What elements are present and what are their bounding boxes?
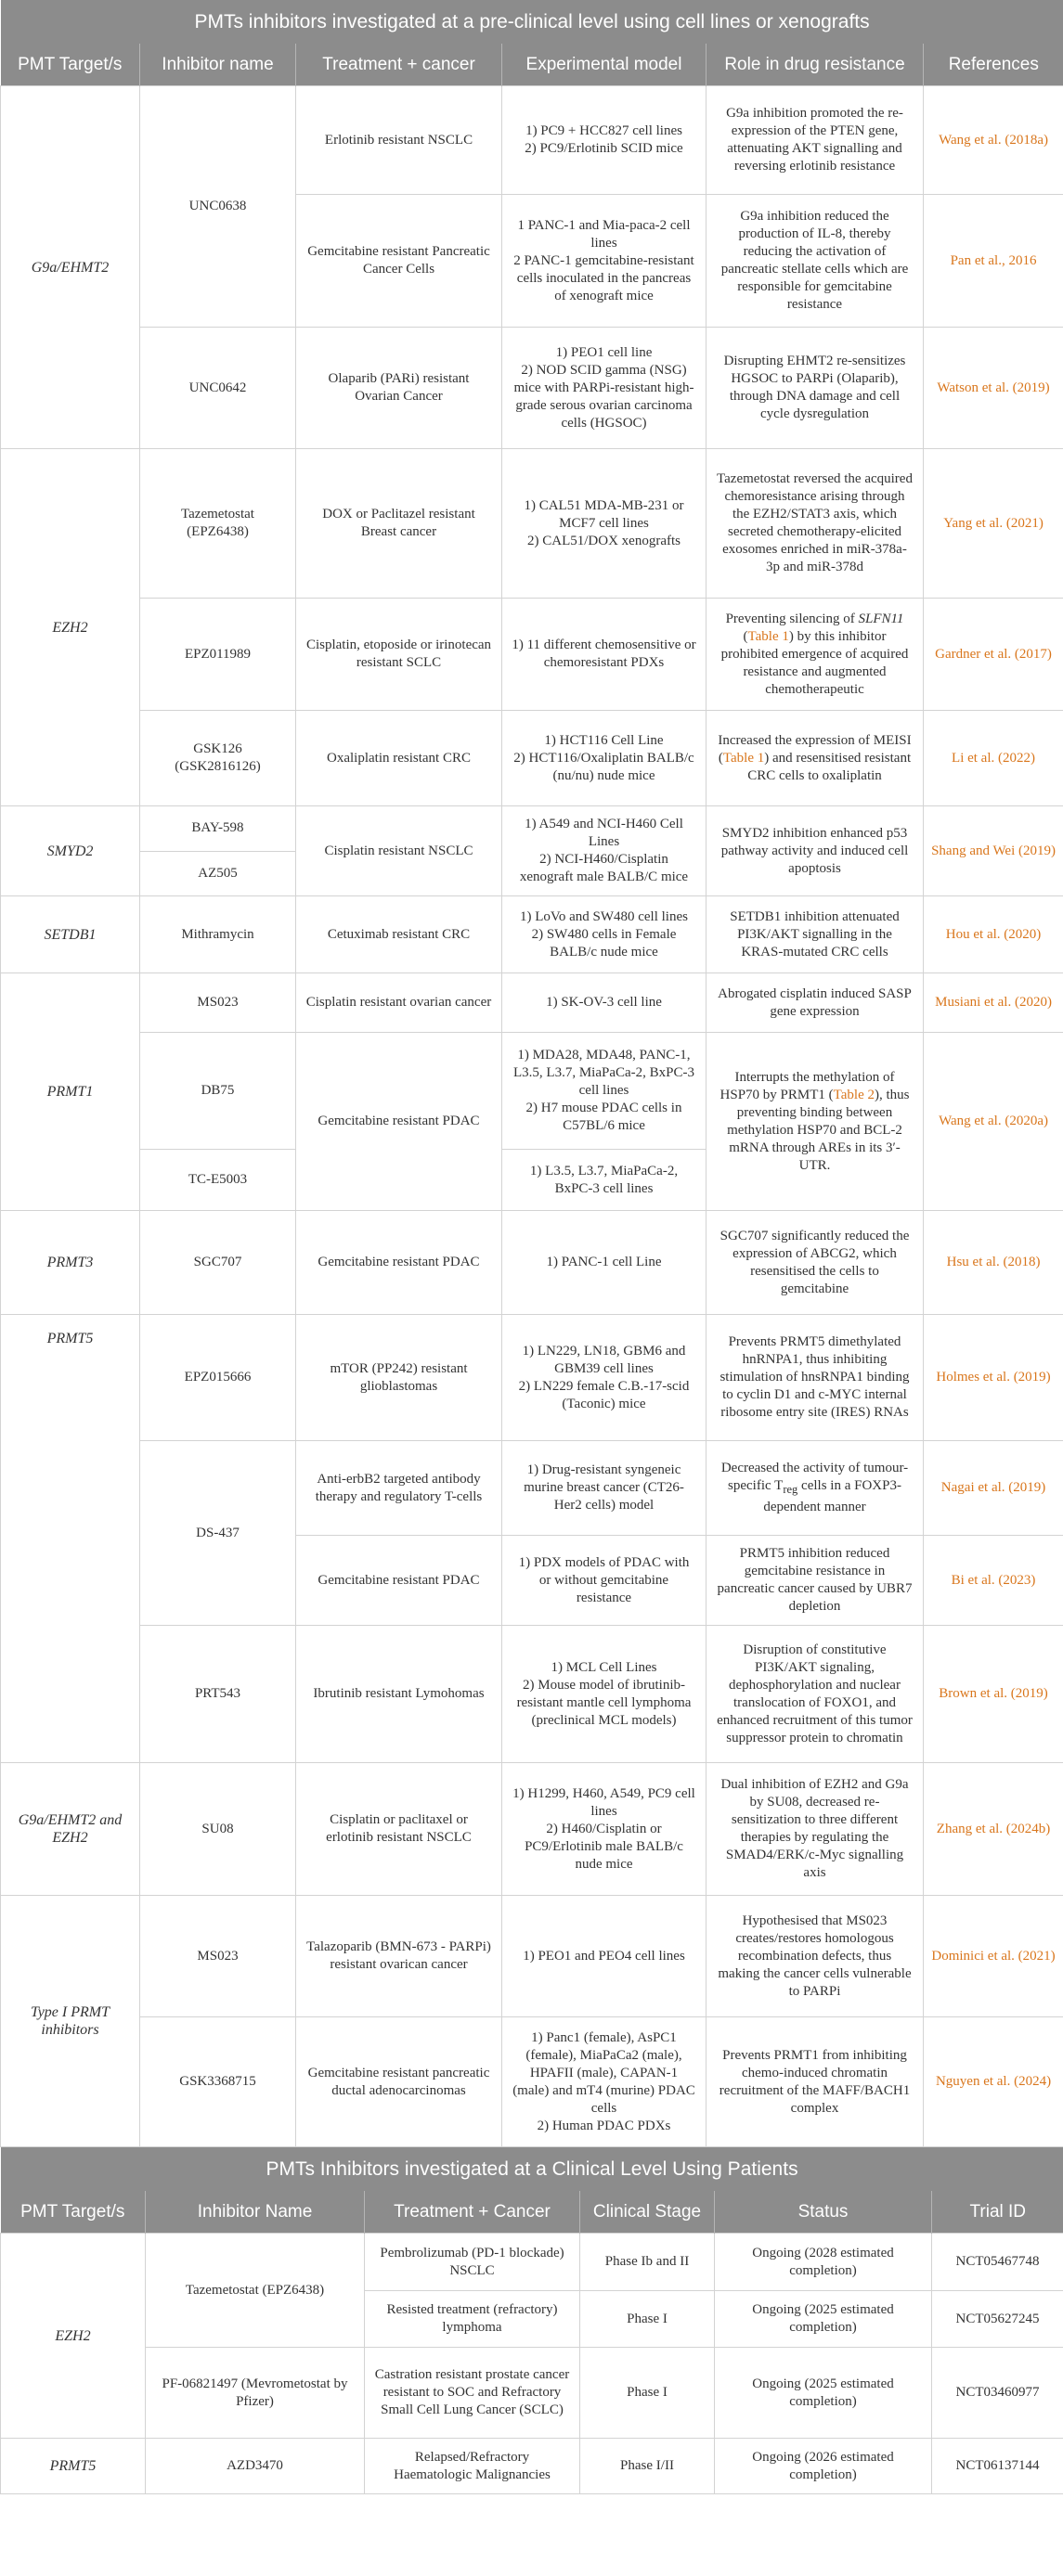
inhibitor-cell: DS-437 [140, 1441, 296, 1626]
col-header-status: Status [715, 2191, 932, 2234]
model-line: 2) PC9/Erlotinib SCID mice [525, 141, 683, 156]
table-row [1, 973, 1063, 1033]
target-cell: EZH2 [1, 2234, 146, 2439]
col-header-model: Experimental model [502, 44, 707, 86]
model-cell: 1) SK-OV-3 cell line [502, 973, 707, 1033]
table-row [1, 599, 1063, 711]
reference-link[interactable]: Brown et al. (2019) [924, 1626, 1063, 1763]
role-cell: PRMT5 inhibition reduced gemcitabine resistance in pancreatic cancer caused by UBR7 depletion [707, 1536, 924, 1626]
role-cell: Dual inhibition of EZH2 and G9a by SU08, decreased re-sensitization to three different therapies by regulating the SMAD4/ERK/c-Myc signalling axis [707, 1763, 924, 1896]
reference-link[interactable]: Shang and Wei (2019) [924, 806, 1063, 896]
model-line: 1 PANC-1 and Mia-paca-2 cell lines [517, 217, 691, 251]
model-cell [502, 449, 707, 599]
model-cell: 1) PEO1 and PEO4 cell lines [502, 1896, 707, 2017]
model-cell [502, 328, 707, 449]
reference-link[interactable]: Musiani et al. (2020) [924, 973, 1063, 1033]
inhibitor-cell: Tazemetostat (EPZ6438) [146, 2234, 365, 2348]
treatment-cell: Relapsed/Refractory Haematologic Malignancies [365, 2439, 580, 2494]
reference-link[interactable]: Li et al. (2022) [924, 711, 1063, 806]
treatment-cell: Cetuximab resistant CRC [296, 896, 502, 973]
reference-link[interactable]: Gardner et al. (2017) [924, 599, 1063, 711]
model-cell: 1) Drug-resistant syngeneic murine breast cancer (CT26-Her2 cells) model [502, 1441, 707, 1536]
role-cell [707, 1441, 924, 1536]
inhibitor-cell: SU08 [140, 1763, 296, 1896]
model-cell [502, 86, 707, 195]
role-text: Interrupts the methylation of HSP70 by PRMT1 ( [719, 1069, 895, 1102]
target-cell: SMYD2 [1, 806, 140, 896]
table-link[interactable]: Table 2 [833, 1087, 875, 1102]
target-cell: G9a/EHMT2 and EZH2 [1, 1763, 140, 1896]
model-line: 1) PC9 + HCC827 cell lines [525, 123, 682, 138]
inhibitor-cell: DB75 [140, 1033, 296, 1150]
target-cell: G9a/EHMT2 [1, 86, 140, 449]
table-row [1, 1441, 1063, 1536]
table-row [1, 711, 1063, 806]
target-cell: PRMT5 [1, 1315, 140, 1763]
table-row [1, 1211, 1063, 1315]
col-header-treatment: Treatment + cancer [296, 44, 502, 86]
treatment-cell: Cisplatin, etoposide or irinotecan resistant SCLC [296, 599, 502, 711]
col-header-stage: Clinical Stage [580, 2191, 715, 2234]
model-line: 1) H1299, H460, A549, PC9 cell lines [512, 1785, 695, 1819]
role-text: Decreased the activity of tumour-specific T [720, 1461, 909, 1493]
table-link[interactable]: Table 1 [747, 628, 789, 644]
role-text: cells in a FOXP3-dependent manner [763, 1478, 901, 1514]
model-line: 2) HCT116/Oxaliplatin BALB/c (nu/nu) nude mice [513, 750, 694, 783]
status-cell: Ongoing (2028 estimated completion) [715, 2234, 932, 2291]
inhibitor-cell: EPZ015666 [140, 1315, 296, 1441]
table-row [1, 1626, 1063, 1763]
trial-id-cell: NCT06137144 [932, 2439, 1063, 2494]
role-text: ) and resensitised resistant CRC cells to oxaliplatin [747, 750, 912, 783]
stage-cell: Phase I [580, 2348, 715, 2439]
role-cell: SMYD2 inhibition enhanced p53 pathway activity and induced cell apoptosis [707, 806, 924, 896]
model-line: 2 PANC-1 gemcitabine-resistant cells inoculated in the pancreas of xenograft mice [513, 252, 694, 303]
inhibitor-cell: TC-E5003 [140, 1150, 296, 1211]
reference-link[interactable]: Zhang et al. (2024b) [924, 1763, 1063, 1896]
model-cell: 1) PDX models of PDAC with or without gemcitabine resistance [502, 1536, 707, 1626]
treatment-cell: Gemcitabine resistant PDAC [296, 1211, 502, 1315]
reference-link[interactable]: Pan et al., 2016 [924, 195, 1063, 328]
model-line: 1) LN229, LN18, GBM6 and GBM39 cell lines [522, 1343, 686, 1376]
model-cell [502, 2017, 707, 2147]
inhibitor-cell: UNC0638 [140, 86, 296, 328]
role-cell: Abrogated cisplatin induced SASP gene expression [707, 973, 924, 1033]
inhibitor-cell: PF-06821497 (Mevrometostat by Pfizer) [146, 2348, 365, 2439]
trial-id-cell: NCT03460977 [932, 2348, 1063, 2439]
treatment-cell: Olaparib (PARi) resistant Ovarian Cancer [296, 328, 502, 449]
role-cell [707, 711, 924, 806]
role-text: ) by this inhibitor prohibited emergence of acquired resistance and augmented chemotherapeutic [720, 628, 909, 697]
reference-link[interactable]: Hou et al. (2020) [924, 896, 1063, 973]
clinical-table [0, 2147, 1063, 2494]
inhibitor-cell: Tazemetostat (EPZ6438) [140, 449, 296, 599]
inhibitor-cell: AZD3470 [146, 2439, 365, 2494]
model-line: 2) Human PDAC PDXs [537, 2118, 671, 2133]
role-cell: Prevents PRMT5 dimethylated hnRNPA1, thus inhibiting stimulation of hnsRNPA1 binding to cyclin D1 and c-MYC internal ribosome entry site (IRES) RNAs [707, 1315, 924, 1441]
model-line: 1) HCT116 Cell Line [544, 732, 664, 748]
table-row [1, 2439, 1063, 2494]
role-cell: G9a inhibition promoted the re-expression of the PTEN gene, attenuating AKT signalling and reversing erlotinib resistance [707, 86, 924, 195]
table-row [1, 1763, 1063, 1896]
role-cell: Prevents PRMT1 from inhibiting chemo-induced chromatin recruitment of the MAFF/BACH1 complex [707, 2017, 924, 2147]
status-cell: Ongoing (2026 estimated completion) [715, 2439, 932, 2494]
model-cell: 1) L3.5, L3.7, MiaPaCa-2, BxPC-3 cell lines [502, 1150, 707, 1211]
trial-id-cell: NCT05627245 [932, 2291, 1063, 2348]
table-row [1, 2017, 1063, 2147]
treatment-cell: Cisplatin or paclitaxel or erlotinib resistant NSCLC [296, 1763, 502, 1896]
stage-cell: Phase Ib and II [580, 2234, 715, 2291]
model-line: 1) MDA28, MDA48, PANC-1, L3.5, L3.7, MiaPaCa-2, BxPC-3 cell lines [513, 1048, 694, 1098]
col-header-references: References [924, 44, 1063, 86]
table-row [1, 1896, 1063, 2017]
model-line: 1) PEO1 cell line [555, 344, 653, 360]
role-cell: Hypothesised that MS023 creates/restores homologous recombination defects, thus making the cancer cells vulnerable to PARPi [707, 1896, 924, 2017]
inhibitor-cell: GSK126 (GSK2816126) [140, 711, 296, 806]
table-row [1, 806, 1063, 852]
target-cell: PRMT3 [1, 1211, 140, 1315]
role-text: ), thus preventing binding between methylation HSP70 and BCL-2 mRNA through AREs in its 3′-UTR. [727, 1087, 910, 1173]
model-line: 2) SW480 cells in Female BALB/c nude mice [531, 926, 677, 960]
table-row [1, 2348, 1063, 2439]
reference-link[interactable]: Nguyen et al. (2024) [924, 2017, 1063, 2147]
model-line: 1) Panc1 (female), AsPC1 (female), MiaPaCa2 (male), HPAFII (male), CAPAN-1 (male) and mT4 (murine) PDAC cells [512, 2029, 695, 2116]
treatment-cell: Pembrolizumab (PD-1 blockade) NSCLC [365, 2234, 580, 2291]
inhibitor-cell: MS023 [140, 1896, 296, 2017]
inhibitor-cell: GSK3368715 [140, 2017, 296, 2147]
treatment-cell: Castration resistant prostate cancer resistant to SOC and Refractory Small Cell Lung Cancer (SCLC) [365, 2348, 580, 2439]
model-line: 2) H460/Cisplatin or PC9/Erlotinib male BALB/c nude mice [525, 1821, 683, 1872]
status-cell: Ongoing (2025 estimated completion) [715, 2291, 932, 2348]
treatment-cell: mTOR (PP242) resistant glioblastomas [296, 1315, 502, 1441]
target-cell: Type I PRMT inhibitors [1, 1896, 140, 2147]
status-cell: Ongoing (2025 estimated completion) [715, 2348, 932, 2439]
model-cell [502, 1626, 707, 1763]
model-cell [502, 806, 707, 896]
section2-title: PMTs Inhibitors investigated at a Clinical Level Using Patients [1, 2147, 1063, 2191]
treatment-cell: Anti-erbB2 targeted antibody therapy and regulatory T-cells [296, 1441, 502, 1536]
reference-link[interactable]: Wang et al. (2020a) [924, 1033, 1063, 1211]
role-cell: G9a inhibition reduced the production of IL-8, thereby reducing the activation of pancreatic stellate cells which are responsible for gemcitabine resistance [707, 195, 924, 328]
inhibitor-cell: MS023 [140, 973, 296, 1033]
role-text: Increased the expression of MEISI ( [718, 732, 912, 766]
model-cell: 1) 11 different chemosensitive or chemoresistant PDXs [502, 599, 707, 711]
role-cell: SGC707 significantly reduced the expression of ABCG2, which resensitised the cells to gemcitabine [707, 1211, 924, 1315]
target-cell: SETDB1 [1, 896, 140, 973]
treatment-cell: DOX or Paclitazel resistant Breast cancer [296, 449, 502, 599]
model-cell [502, 1315, 707, 1441]
role-cell: Disruption of constitutive PI3K/AKT signaling, dephosphorylation and nuclear translocation of FOXO1, and enhanced recruitment of this tumor suppressor protein to chromatin [707, 1626, 924, 1763]
target-cell: PRMT1 [1, 973, 140, 1211]
treatment-cell: Talazoparib (BMN-673 - PARPi) resistant ovarican cancer [296, 1896, 502, 2017]
model-cell: 1) PANC-1 cell Line [502, 1211, 707, 1315]
inhibitor-cell: Mithramycin [140, 896, 296, 973]
role-cell: Preventing silencing of SLFN11 (Table 1) by this inhibitor prohibited emergence of acquired resistance and augmented chemotherapeutic [707, 599, 924, 711]
col-header-inhibitor: Inhibitor Name [146, 2191, 365, 2234]
col-header-trial-id: Trial ID [932, 2191, 1063, 2234]
col-header-role: Role in drug resistance [707, 44, 924, 86]
model-cell [502, 711, 707, 806]
reference-link[interactable]: Watson et al. (2019) [924, 328, 1063, 449]
reference-link[interactable]: Bi et al. (2023) [924, 1536, 1063, 1626]
inhibitor-cell: AZ505 [140, 851, 296, 896]
inhibitor-cell: EPZ011989 [140, 599, 296, 711]
role-cell: SETDB1 inhibition attenuated PI3K/AKT signalling in the KRAS-mutated CRC cells [707, 896, 924, 973]
model-line: 2) CAL51/DOX xenografts [527, 533, 681, 548]
table-row [1, 328, 1063, 449]
role-text: Preventing silencing of [725, 611, 859, 626]
target-cell: PRMT5 [1, 2439, 146, 2494]
table-row [1, 1033, 1063, 1150]
inhibitor-cell: PRT543 [140, 1626, 296, 1763]
reference-link[interactable]: Yang et al. (2021) [924, 449, 1063, 599]
table-row [1, 86, 1063, 195]
treatment-cell: Gemcitabine resistant PDAC [296, 1033, 502, 1211]
treatment-cell: Gemcitabine resistant PDAC [296, 1536, 502, 1626]
col-header-inhibitor: Inhibitor name [140, 44, 296, 86]
reference-link[interactable]: Holmes et al. (2019) [924, 1315, 1063, 1441]
subscript: reg [783, 1483, 798, 1496]
reference-link[interactable]: Wang et al. (2018a) [924, 86, 1063, 195]
table-row [1, 896, 1063, 973]
treatment-cell: Gemcitabine resistant pancreatic ductal adenocarcinomas [296, 2017, 502, 2147]
inhibitor-cell: SGC707 [140, 1211, 296, 1315]
model-cell [502, 1033, 707, 1150]
treatment-cell: Erlotinib resistant NSCLC [296, 86, 502, 195]
role-cell: Disrupting EHMT2 re-sensitizes HGSOC to PARPi (Olaparib), through DNA damage and cell cycle dysregulation [707, 328, 924, 449]
table-link[interactable]: Table 1 [722, 750, 765, 766]
model-line: 1) MCL Cell Lines [551, 1659, 657, 1675]
model-line: 2) Mouse model of ibrutinib-resistant mantle cell lymphoma (preclinical MCL models) [516, 1677, 692, 1728]
treatment-cell: Cisplatin resistant NSCLC [296, 806, 502, 896]
model-line: 2) H7 mouse PDAC cells in C57BL/6 mice [525, 1101, 682, 1133]
inhibitor-cell: UNC0642 [140, 328, 296, 449]
reference-link[interactable]: Hsu et al. (2018) [924, 1211, 1063, 1315]
model-line: 2) LN229 female C.B.-17-scid (Taconic) mice [518, 1378, 690, 1411]
table-row [1, 449, 1063, 599]
stage-cell: Phase I/II [580, 2439, 715, 2494]
model-cell [502, 1763, 707, 1896]
model-cell [502, 896, 707, 973]
model-line: 1) CAL51 MDA-MB-231 or MCF7 cell lines [524, 497, 684, 531]
model-cell [502, 195, 707, 328]
model-line: 1) A549 and NCI-H460 Cell Lines [525, 817, 683, 849]
treatment-cell: Cisplatin resistant ovarian cancer [296, 973, 502, 1033]
treatment-cell: Oxaliplatin resistant CRC [296, 711, 502, 806]
inhibitor-cell: BAY-598 [140, 806, 296, 852]
trial-id-cell: NCT05467748 [932, 2234, 1063, 2291]
reference-link[interactable]: Dominici et al. (2021) [924, 1896, 1063, 2017]
model-line: 1) LoVo and SW480 cell lines [520, 908, 688, 924]
target-cell: EZH2 [1, 449, 140, 806]
col-header-treatment: Treatment + Cancer [365, 2191, 580, 2234]
gene-name: SLFN11 [858, 611, 904, 626]
table-row [1, 2234, 1063, 2291]
treatment-cell: Resisted treatment (refractory) lymphoma [365, 2291, 580, 2348]
model-line: 2) NCI-H460/Cisplatin xenograft male BALB/C mice [519, 852, 689, 884]
treatment-cell: Ibrutinib resistant Lymohomas [296, 1626, 502, 1763]
col-header-target: PMT Target/s [1, 2191, 146, 2234]
role-cell [707, 1033, 924, 1211]
model-line: 2) NOD SCID gamma (NSG) mice with PARPi-resistant high-grade serous ovarian carcinoma cells (HGSOC) [513, 362, 694, 431]
treatment-cell: Gemcitabine resistant Pancreatic Cancer Cells [296, 195, 502, 328]
section1-title: PMTs inhibitors investigated at a pre-clinical level using cell lines or xenografts [1, 0, 1063, 44]
stage-cell: Phase I [580, 2291, 715, 2348]
table-row [1, 1315, 1063, 1441]
col-header-target: PMT Target/s [1, 44, 140, 86]
role-cell: Tazemetostat reversed the acquired chemoresistance arising through the EZH2/STAT3 axis, which secreted chemotherapy-elicited exosomes enriched in miR-378a-3p and miR-378d [707, 449, 924, 599]
reference-link[interactable]: Nagai et al. (2019) [924, 1441, 1063, 1536]
